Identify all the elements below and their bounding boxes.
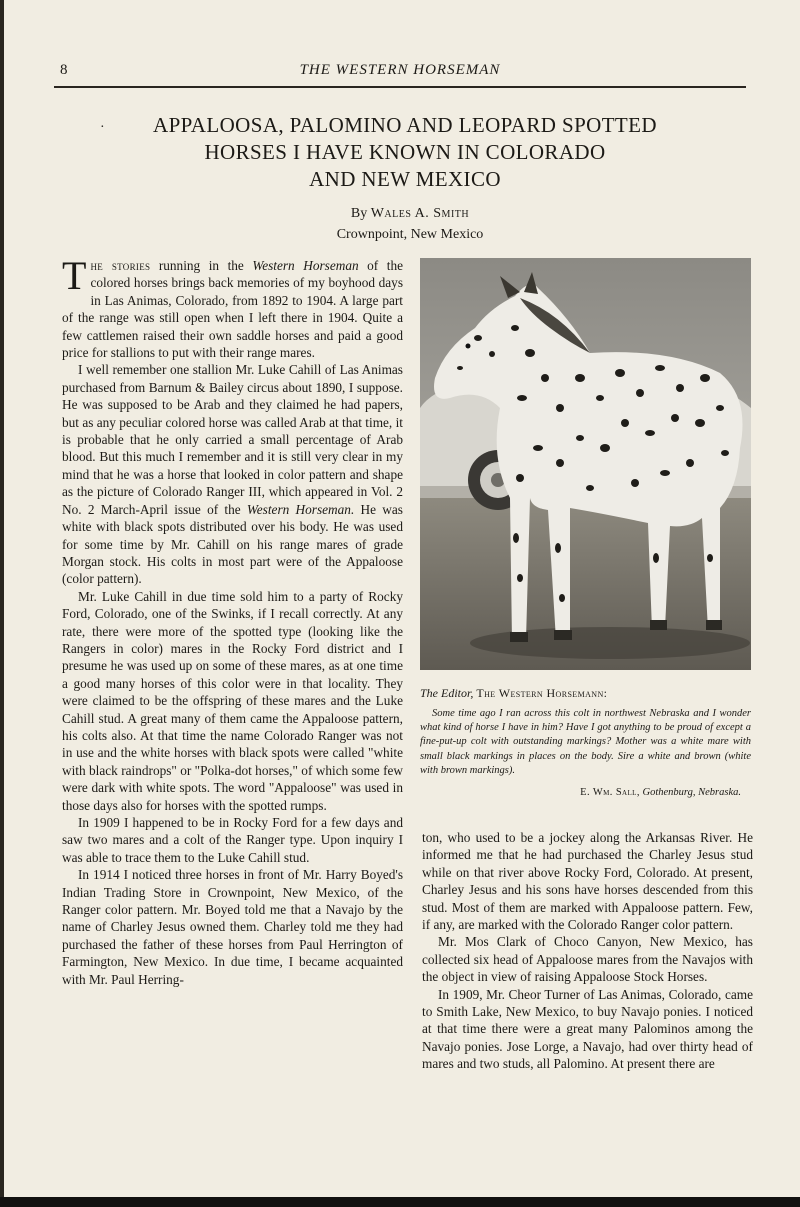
paragraph [62, 257, 403, 361]
signer-name: E. Wm. Sall, [580, 787, 640, 799]
signer-place: Gothenburg, Nebraska. [639, 787, 741, 799]
author-location: Crownpoint, New Mexico [336, 227, 484, 242]
paragraph: In 1914 I noticed three horses in front of Mr. Harry Boyed's Indian Trading Store in Crownpoint, New Mexico, of the Ranger color pattern. Mr. Boyed told me that a Navajo by the name of Charley Jesus owned them. Charley told me they had purchased the father of these horses from Paul Herrington of Farmington, New Mexico. In due time, I became acquainted with Mr. Paul Herring- [62, 867, 403, 987]
paragraph: Mr. Mos Clark of Choco Canyon, New Mexico, has collected six head of Appaloose mares from the Navajos with the object in view of raising Appaloose Stock Horses. [422, 934, 753, 985]
text-run: running in the [150, 258, 253, 273]
caption-salutation [420, 685, 751, 701]
title-line: AND NEW MEXICO [309, 167, 501, 191]
spotted-colt-photo [420, 258, 751, 670]
paragraph: Mr. Luke Cahill in due time sold him to a party of Rocky Ford, Colorado, one of the Swinks, if I recall correctly. At any rate, there were more of the spotted type (looking like the Rangers in color) mares in the Rocky Ford district and I presume he was used up on some of these mares, as at one time a good many horses of this color were in that locality. They were claimed to be the offspring of these mares and the Luke Cahill stud. A great many of them came the Appaloose pattern, his colts also. At that time the name Colorado Ranger was not in use and the white horses with black spots were called "white with black raindrops" or "Polka-dot horses," of which some few were dark with white spots. The word "Appaloose" was used in those days also for horses with the spotted rumps. [62, 588, 403, 813]
page-left-shadow [0, 0, 4, 1207]
article-title [90, 112, 720, 193]
caption-letter: Some time ago I ran across this colt in northwest Nebraska and I wonder what kind of horse I have in him? Have I got anything to be proud of except a fine-put-up colt with outstanding markings? Mother was a white mare with small black markings in places on the body. Sire a white and brown (white with brown markings). [420, 708, 751, 776]
header-rule [54, 86, 746, 88]
byline-prefix: By [350, 206, 371, 221]
right-column [422, 829, 753, 1162]
page-number: 8 [60, 62, 68, 78]
magazine-name: Western Horseman. [246, 501, 355, 517]
drop-cap: T [62, 257, 87, 298]
text-run: I well remember one stallion Mr. Luke Cahill of Las Animas purchased from Barnum & Bailey circus about 1890, I suppose. He was supposed to be Arab and they claimed he had papers, but as any peculiar colored horse was called Arab at that time, it is probable that he only carried a small percentage of Arab blood. But this much I remember and it is still very clear in my mind that he was a horse that looked in color pattern and shape as the picture of Colorado Ranger III, which appeared in Vol. 2 No. 2 March-April issue of the [62, 362, 403, 517]
caption-signature [420, 786, 751, 800]
photo-illustration [420, 258, 751, 670]
text-run: of the colored horses brings back memories of my boyhood days in Las Animas, Colorado, from 1892 to 1904. A large part of the range was still open when I left there in 1904. Quite a few cattlemen raised their own saddle horses and paid a good price for stallions to put with their range mares. [62, 258, 403, 361]
magazine-name: Western Horseman [252, 258, 359, 273]
title-line: HORSES I HAVE KNOWN IN COLORADO [204, 140, 606, 164]
paragraph: ton, who used to be a jockey along the Arkansas River. He informed me that he had purchased the Charley Jesus stud while on that river above Rocky Ford, Colorado. At present, Charley Jesus and his sons have horses descended from this stud. Most of them are marked with Appaloose pattern. Few, if any, are marked with the Colorado Ranger color pattern. [422, 830, 753, 933]
page-bottom-shadow [0, 1197, 800, 1207]
text-run: He was white with black spots distributed over his body. He was used for some time by Mr. Cahill on his range mares of grade Morgan stock. His colts in most part were of the Appaloose (color pattern). [62, 501, 403, 587]
author-name: Wales A. Smith [370, 206, 470, 221]
byline [300, 203, 520, 245]
title-line: APPALOOSA, PALOMINO AND LEOPARD SPOTTED [153, 113, 657, 137]
running-head: THE WESTERN HORSEMAN [299, 62, 501, 78]
paragraph: In 1909, Mr. Cheor Turner of Las Animas, Colorado, came to Smith Lake, New Mexico, to buy Navajo ponies. I noticed at that time there were a great many Palominos among the Navajo ponies. Jose Lorge, a Navajo, had over thirty head of mares and two studs, all Palomino. At present there are [422, 986, 753, 1072]
paragraph: In 1909 I happened to be in Rocky Ford for a few days and saw two mares and a colt of the Ranger type. Upon inquiry I was able to trace them to the Luke Cahill stud. [62, 815, 403, 865]
editor-address: The Western Horsemann: [476, 686, 608, 700]
text-run: The Editor, [420, 686, 477, 700]
photo-caption [420, 685, 751, 800]
left-column [62, 257, 403, 1162]
lead-in: he stories [90, 258, 151, 273]
paragraph [62, 361, 403, 587]
title-bullet: · [100, 120, 105, 135]
